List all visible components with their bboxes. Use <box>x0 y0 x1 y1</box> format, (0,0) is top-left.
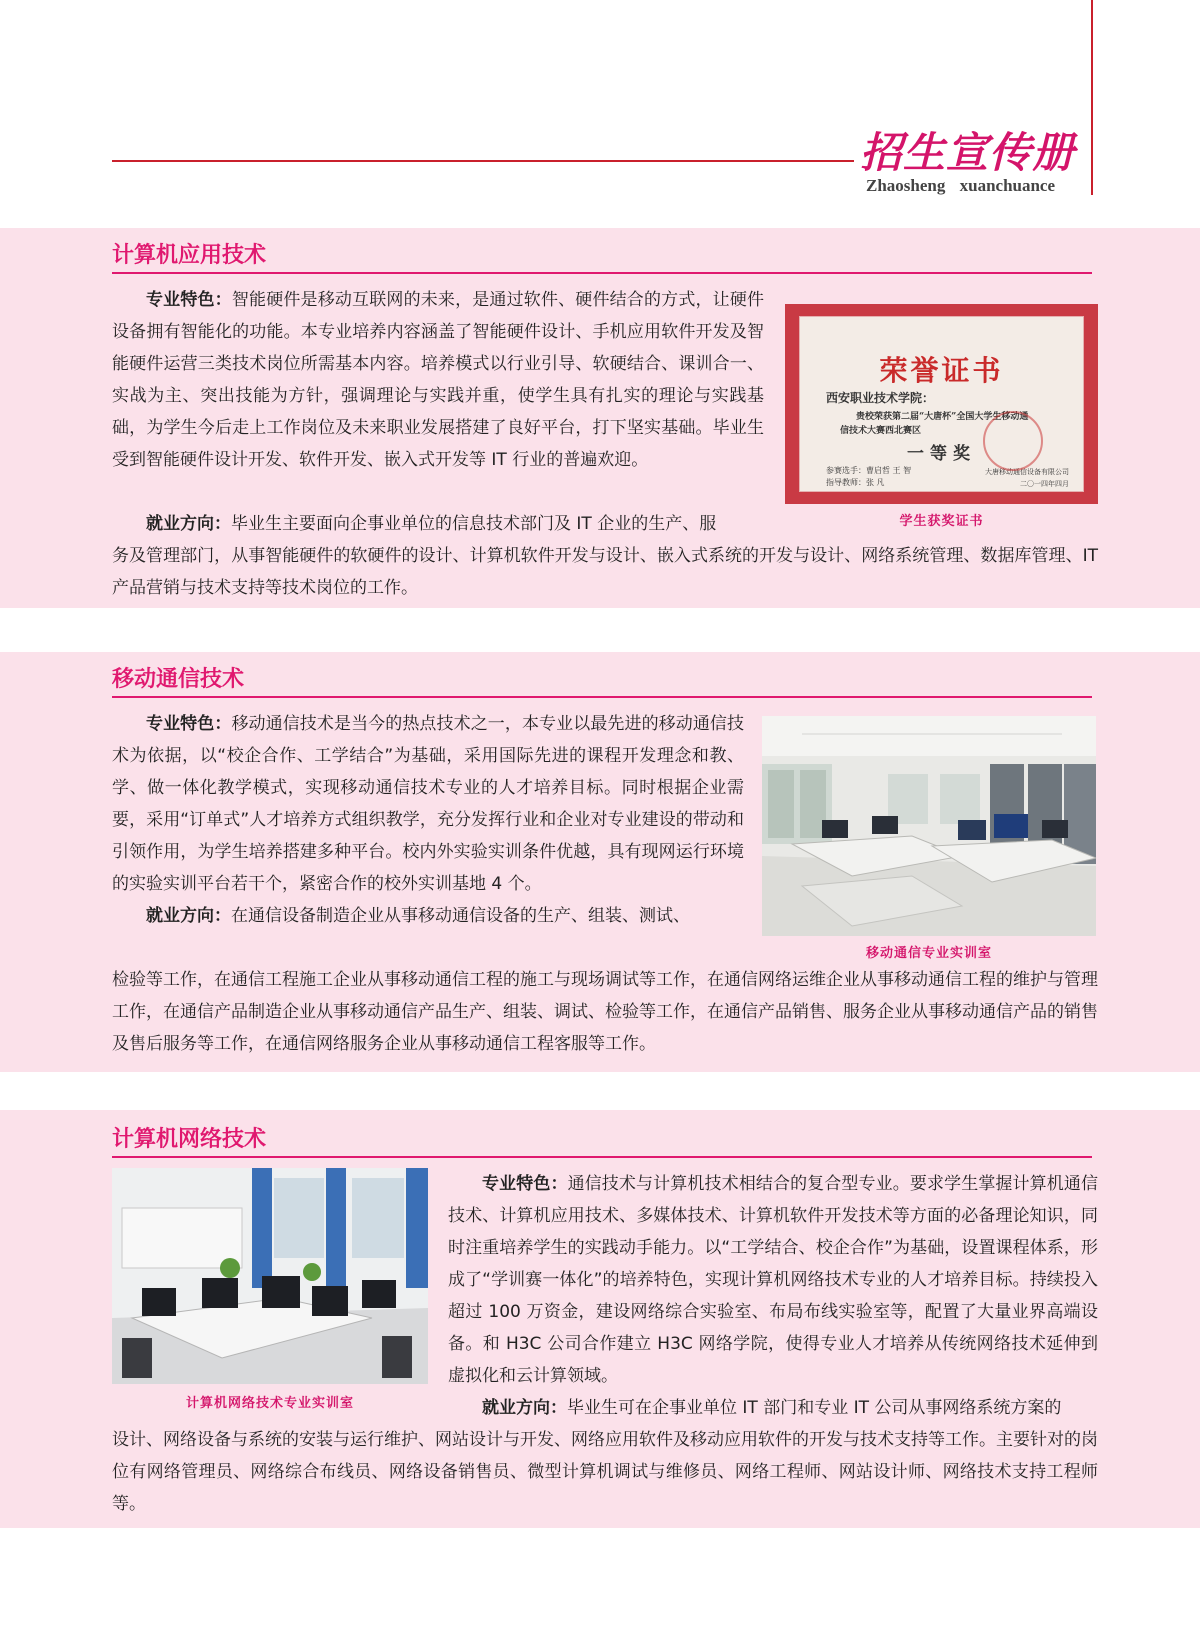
mobile-lab-caption: 移动通信专业实训室 <box>865 946 992 961</box>
network-lab-caption: 计算机网络技术专业实训室 <box>185 1396 354 1411</box>
career-text: 在通信设备制造企业从事移动通信设备的生产、组装、测试、 <box>231 906 690 926</box>
section-title: 计算机应用技术 <box>112 243 267 268</box>
brochure-title: 招生宣传册 <box>860 128 1076 177</box>
header-vertical-rule <box>1091 0 1093 195</box>
feature-label: 专业特色： <box>482 1174 568 1194</box>
section-computer-application <box>0 228 1200 608</box>
career-paragraph-rest: 务及管理部门，从事智能硬件的软硬件的设计、计算机软件开发与设计、嵌入式系统的开发与设计、网络系统管理、数据库管理、IT 产品营销与技术支持等技术岗位的工作。 <box>112 546 1098 598</box>
brochure-subtitle: Zhaosheng xuanchuance <box>866 176 1056 195</box>
certificate-award: 一等奖 <box>907 444 976 464</box>
career-label: 就业方向： <box>146 514 231 534</box>
certificate-participants: 参赛选手：曹启哲 王 智 <box>826 466 912 475</box>
section-computer-network <box>0 1110 1200 1528</box>
section-mobile-communication <box>0 652 1200 1072</box>
career-text: 毕业生主要面向企事业单位的信息技术部门及 IT 企业的生产、服 <box>231 514 717 534</box>
certificate-recipient: 西安职业技术学院： <box>826 391 935 405</box>
career-label: 就业方向： <box>146 906 231 926</box>
header-horizontal-rule <box>112 160 854 162</box>
feature-text: 智能硬件是移动互联网的未来，是通过软件、硬件结合的方式，让硬件设备拥有智能化的功能。本专业培养内容涵盖了智能硬件设计、手机应用软件开发及智能硬件运营三类技术岗位所需基本内容。培养模式以行业引导、软硬结合、课训合一、实战为主、突出技能为方针，强调理论与实践并重，使学生具有扎实的理论与实践基础，为学生今后走上工作岗位及未来职业发展搭建了良好平台，打下坚实基础。毕业生受到智能硬件设计开发、软件开发、嵌入式开发等 IT 行业的普遍欢迎。 <box>112 290 765 470</box>
feature-label: 专业特色： <box>146 290 232 310</box>
career-paragraph-line-1 <box>112 900 752 932</box>
career-paragraph-line-1 <box>448 1392 1098 1424</box>
certificate-date: 二〇一四年四月 <box>1020 480 1069 488</box>
network-lab-photo <box>112 1168 428 1384</box>
certificate-caption: 学生获奖证书 <box>899 514 984 529</box>
award-certificate-photo <box>785 304 1098 504</box>
certificate-title: 荣誉证书 <box>879 354 1004 387</box>
mobile-lab-photo <box>762 716 1096 936</box>
feature-text: 移动通信技术是当今的热点技术之一，本专业以最先进的移动通信技术为依据，以“校企合作、工学结合”为基础，采用国际先进的课程开发理念和教、学、做一体化教学模式，实现移动通信技术专业的人才培养目标。同时根据企业需要，采用“订单式”人才培养方式组织教学，充分发挥行业和企业对专业建设的带动和引领作用，为学生培养搭建多种平台。校内外实验实训条件优越，具有现网运行环境的实验实训平台若干个，紧密合作的校外实训基地 4 个。 <box>112 714 745 894</box>
feature-text: 通信技术与计算机技术相结合的复合型专业。要求学生掌握计算机通信技术、计算机应用技术、多媒体技术、计算机软件开发技术等方面的必备理论知识，同时注重培养学生的实践动手能力。以“工学结合、校企合作”为基础，设置课程体系，形成了“学训赛一体化”的培养特色，实现计算机网络技术专业的人才培养目标。持续投入超过 100 万资金，建设网络综合实验室、布局布线实验室等，配置了大量业界高端设备。和 H3C 公司合作建立 H3C 网络学院，使得专业人才培养从传统网络技术延伸到虚拟化和云计算领域。 <box>448 1174 1099 1386</box>
section-title-rule <box>112 272 1092 274</box>
career-paragraph-line-1 <box>112 508 772 540</box>
feature-paragraph <box>448 1168 1098 1392</box>
feature-paragraph <box>112 284 764 476</box>
certificate-advisor: 指导教师：张 凡 <box>826 478 885 487</box>
certificate-issuer: 大唐移动通信设备有限公司 <box>985 468 1069 476</box>
certificate-line-1: 贵校荣获第二届“大唐杯”全国大学生移动通 <box>856 412 1029 422</box>
feature-paragraph <box>112 708 744 900</box>
certificate-line-2: 信技术大赛西北赛区 <box>840 426 922 436</box>
career-text: 毕业生可在企事业单位 IT 部门和专业 IT 公司从事网络系统方案的 <box>567 1398 1062 1418</box>
career-label: 就业方向： <box>482 1398 567 1418</box>
section-title: 计算机网络技术 <box>112 1127 267 1152</box>
certificate-seal <box>983 411 1043 471</box>
certificate-paper <box>799 316 1084 492</box>
career-paragraph-rest: 设计、网络设备与系统的安装与运行维护、网站设计与开发、网络应用软件及移动应用软件的开发与技术支持等工作。主要针对的岗位有网络管理员、网络综合布线员、网络设备销售员、微型计算机调试与维修员、网络工程师、网站设计师、网络技术支持工程师等。 <box>112 1430 1098 1514</box>
section-title-rule <box>112 1156 1092 1158</box>
section-title-rule <box>112 696 1092 698</box>
section-title: 移动通信技术 <box>112 667 245 692</box>
career-paragraph-rest: 检验等工作，在通信工程施工企业从事移动通信工程的施工与现场调试等工作，在通信网络运维企业从事移动通信工程的维护与管理工作，在通信产品制造企业从事移动通信产品生产、组装、调试、检验等工作，在通信产品销售、服务企业从事移动通信产品的销售及售后服务等工作，在通信网络服务企业从事移动通信工程客服等工作。 <box>112 970 1098 1054</box>
feature-label: 专业特色： <box>146 714 232 734</box>
